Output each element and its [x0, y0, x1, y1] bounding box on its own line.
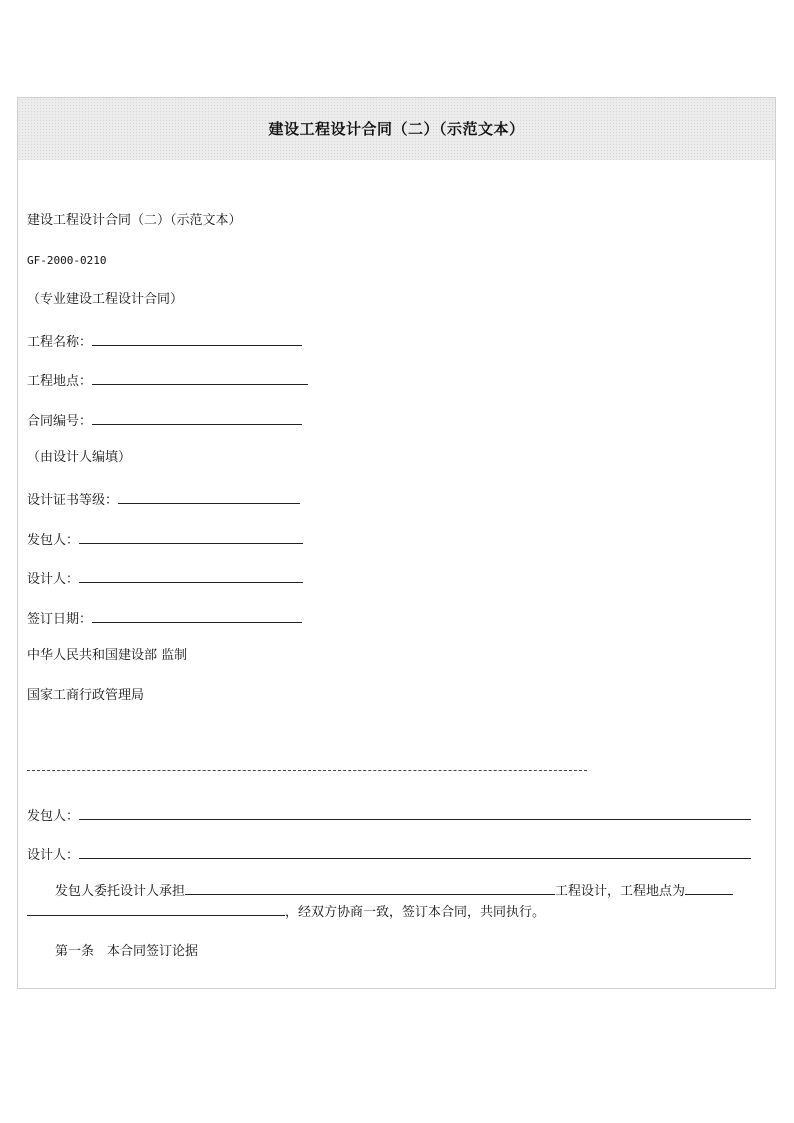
- article-1-heading: 第一条 本合同签订论据: [55, 944, 199, 959]
- employer-row: [27, 530, 303, 549]
- sign-date-row: [27, 609, 302, 628]
- project-name-blank: [92, 332, 302, 346]
- title-banner: [18, 98, 775, 160]
- designer-blank: [79, 569, 303, 583]
- contract-no-label: 合同编号：: [27, 414, 93, 429]
- page-title: 建设工程设计合同（二）（示范文本）: [268, 120, 525, 138]
- designer-label-2: 设计人：: [27, 848, 80, 863]
- cert-level-label: 设计证书等级：: [27, 493, 119, 508]
- doc-heading: 建设工程设计合同（二）（示范文本）: [27, 213, 242, 228]
- cert-level-blank: [118, 490, 300, 504]
- cert-level-row: [27, 490, 300, 509]
- doc-subtitle: （专业建设工程设计合同）: [27, 292, 184, 307]
- project-name-label: 工程名称：: [27, 335, 93, 350]
- para-end: ，经双方协商一致，签订本合同，共同执行。: [285, 905, 546, 920]
- para-mid: 工程设计，工程地点为: [555, 884, 686, 899]
- designer-row: [27, 569, 303, 588]
- contract-no-row: [27, 411, 302, 430]
- sign-date-blank: [92, 609, 302, 623]
- designer-label: 设计人：: [27, 572, 80, 587]
- supervisor-text: 中华人民共和国建设部 监制: [27, 648, 188, 663]
- para-intro: 发包人委托设计人承担: [55, 884, 186, 899]
- project-blank-long: [185, 881, 555, 895]
- doc-code: GF-2000-0210: [27, 254, 107, 267]
- employer-blank-2: [79, 806, 751, 820]
- designer-row-2: [27, 845, 751, 864]
- project-name-row: [27, 332, 302, 351]
- project-location-blank: [92, 371, 308, 385]
- contract-no-blank: [92, 411, 302, 425]
- project-location-row: [27, 371, 308, 390]
- location-blank-cont: [27, 902, 285, 916]
- designer-blank-2: [79, 845, 751, 859]
- employer-row-2: [27, 806, 751, 825]
- admin-text: 国家工商行政管理局: [27, 688, 145, 703]
- employer-label-2: 发包人：: [27, 809, 80, 824]
- contract-no-note: （由设计人编填）: [27, 450, 132, 465]
- employer-label: 发包人：: [27, 533, 80, 548]
- sign-date-label: 签订日期：: [27, 612, 93, 627]
- dashed-divider: [27, 770, 587, 771]
- employer-blank: [79, 530, 303, 544]
- document-frame: [17, 97, 776, 989]
- project-location-label: 工程地点：: [27, 374, 93, 389]
- intro-paragraph: [27, 881, 769, 923]
- location-blank-short: [685, 881, 733, 895]
